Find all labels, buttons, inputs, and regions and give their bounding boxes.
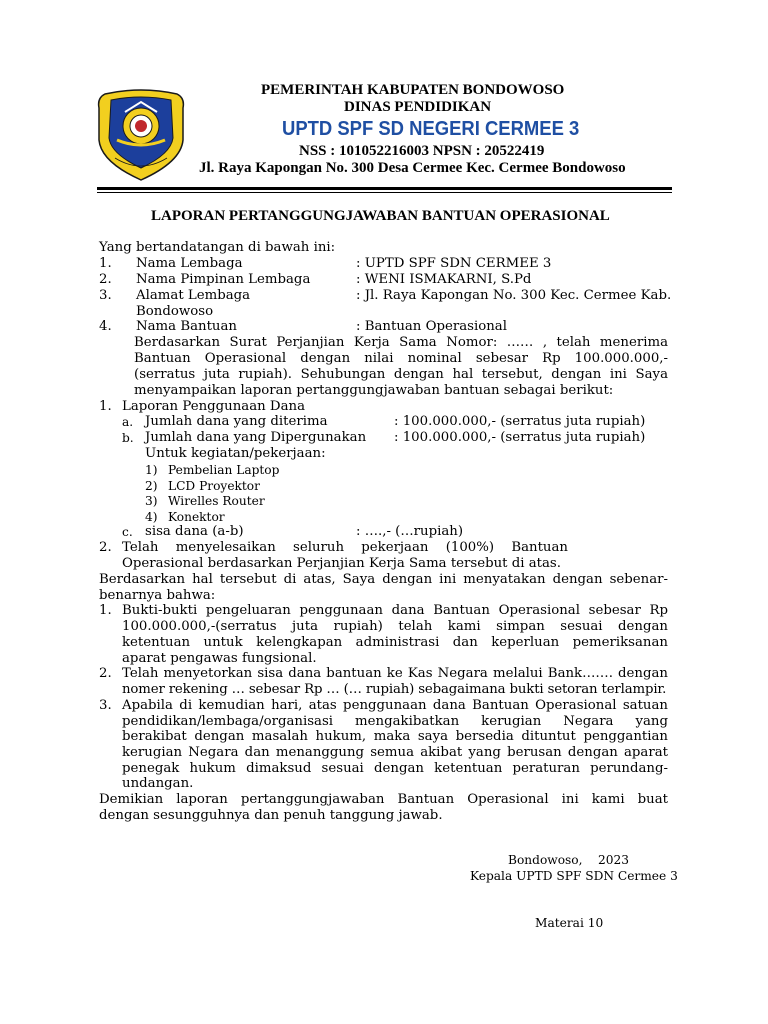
sub-item-value: : 100.000.000,- (serratus juta rupiah)	[394, 414, 646, 429]
sub-item-value: : ….,- (…rupiah)	[356, 524, 464, 539]
activity-number: 1)	[145, 463, 158, 477]
activity-item: Konektor	[168, 510, 225, 524]
letterhead-divider-thin	[97, 192, 672, 193]
field-label: Nama Bantuan	[136, 319, 237, 334]
section-text: Telah menyelesaikan seluruh pekerjaan (100%) Bantuan	[122, 540, 568, 555]
field-value: : Jl. Raya Kapongan No. 300 Kec. Cermee Kab.	[356, 288, 672, 303]
section-heading: Laporan Penggunaan Dana	[122, 399, 306, 414]
intro-text: Yang bertandatangan di bawah ini:	[99, 240, 336, 255]
field-label: Nama Lembaga	[136, 256, 243, 271]
field-number: 1.	[99, 256, 112, 271]
closing-paragraph: dengan sesungguhnya dan penuh tanggung jawab.	[99, 808, 443, 823]
statement-text: pendidikan/lembaga/organisasi mengakibatkan kerugian Negara yang	[122, 714, 668, 729]
statement-text: Apabila di kemudian hari, atas penggunaan dana Bantuan Operasional satuan	[122, 698, 668, 713]
sub-item-letter: c.	[122, 525, 133, 539]
statement-text: kerugian Negara dan menanggung semua akibat yang berusan dengan aparat	[122, 745, 668, 760]
shield-emblem-icon	[95, 88, 187, 184]
field-value-continued: Bondowoso	[136, 304, 214, 319]
statement-text: undangan.	[122, 776, 194, 791]
sub-item-label: Jumlah dana yang Dipergunakan	[145, 430, 367, 445]
field-number: 2.	[99, 272, 112, 287]
sub-item-label: sisa dana (a-b)	[145, 524, 244, 539]
activities-label: Untuk kegiatan/pekerjaan:	[145, 446, 326, 461]
statement-text: berakibat dengan masalah hukum, maka saya bersedia dituntut penggantian	[122, 729, 668, 744]
section-text: Operasional berdasarkan Perjanjian Kerja Sama tersebut di atas.	[122, 556, 561, 571]
sub-item-letter: b.	[122, 431, 134, 445]
sub-item-label: Jumlah dana yang diterima	[145, 414, 328, 429]
activity-item: Wirelles Router	[168, 494, 265, 508]
section-number: 2.	[99, 540, 112, 555]
statement-number: 2.	[99, 666, 112, 681]
activity-number: 2)	[145, 479, 158, 493]
signature-place-date: Bondowoso, 2023	[508, 853, 630, 867]
declaration-paragraph: Berdasarkan hal tersebut di atas, Saya dengan ini menyatakan dengan sebenar-	[99, 572, 668, 587]
activity-number: 4)	[145, 510, 158, 524]
government-heading: PEMERINTAH KABUPATEN BONDOWOSO	[261, 82, 565, 98]
statement-paragraph: Berdasarkan Surat Perjanjian Kerja Sama Nomor: …… , telah menerima	[134, 335, 668, 350]
activity-item: Pembelian Laptop	[168, 463, 280, 477]
statement-text: 100.000.000,-(serratus juta rupiah) telah kami simpan sesuai dengan	[122, 619, 668, 634]
field-value: : WENI ISMAKARNI, S.Pd	[356, 272, 532, 287]
statement-number: 1.	[99, 603, 112, 618]
stamp-duty-label: Materai 10	[535, 916, 604, 930]
sub-item-value: : 100.000.000,- (serratus juta rupiah)	[394, 430, 646, 445]
field-value: : UPTD SPF SDN CERMEE 3	[356, 256, 552, 271]
field-label: Nama Pimpinan Lembaga	[136, 272, 311, 287]
section-number: 1.	[99, 399, 112, 414]
statement-text: aparat pengawas fungsional.	[122, 651, 317, 666]
statement-paragraph: (serratus juta rupiah). Sehubungan dengan hal tersebut, dengan ini Saya	[134, 367, 668, 382]
signature-position: Kepala UPTD SPF SDN Cermee 3	[470, 869, 678, 883]
statement-text: Bukti-bukti pengeluaran penggunaan dana Bantuan Operasional sebesar Rp	[122, 603, 668, 618]
field-value: : Bantuan Operasional	[356, 319, 507, 334]
report-title: LAPORAN PERTANGGUNGJAWABAN BANTUAN OPERASIONAL	[151, 208, 610, 224]
statement-paragraph: menyampaikan laporan pertanggungjawaban bantuan sebagai berikut:	[134, 383, 614, 398]
statement-text: ketentuan untuk kelengkapan administrasi dan keperluan pemeriksanan	[122, 635, 668, 650]
field-number: 4.	[99, 319, 112, 334]
school-address: Jl. Raya Kapongan No. 300 Desa Cermee Kec. Cermee Bondowoso	[199, 160, 626, 176]
declaration-paragraph: benarnya bahwa:	[99, 588, 216, 603]
agency-heading: DINAS PENDIDIKAN	[344, 99, 492, 115]
letterhead-divider	[97, 187, 672, 190]
school-heading: UPTD SPF SD NEGERI CERMEE 3	[282, 117, 580, 140]
field-label: Alamat Lembaga	[136, 288, 251, 303]
statement-paragraph: Bantuan Operasional dengan nilai nominal sebesar Rp 100.000.000,-	[134, 351, 668, 366]
school-identifiers: NSS : 101052216003 NPSN : 20522419	[299, 143, 545, 159]
activity-item: LCD Proyektor	[168, 479, 260, 493]
field-number: 3.	[99, 288, 112, 303]
regency-logo	[95, 88, 187, 184]
statement-number: 3.	[99, 698, 112, 713]
statement-text: penegak hukum dimaksud sesuai dengan ketentuan peraturan perundang-	[122, 761, 668, 776]
closing-paragraph: Demikian laporan pertanggungjawaban Bantuan Operasional ini kami buat	[99, 792, 668, 807]
sub-item-letter: a.	[122, 415, 134, 429]
activity-number: 3)	[145, 494, 158, 508]
statement-text: nomer rekening … sebesar Rp … (… rupiah) sebagaimana bukti setoran terlampir.	[122, 682, 667, 697]
statement-text: Telah menyetorkan sisa dana bantuan ke Kas Negara melalui Bank……. dengan	[122, 666, 668, 681]
